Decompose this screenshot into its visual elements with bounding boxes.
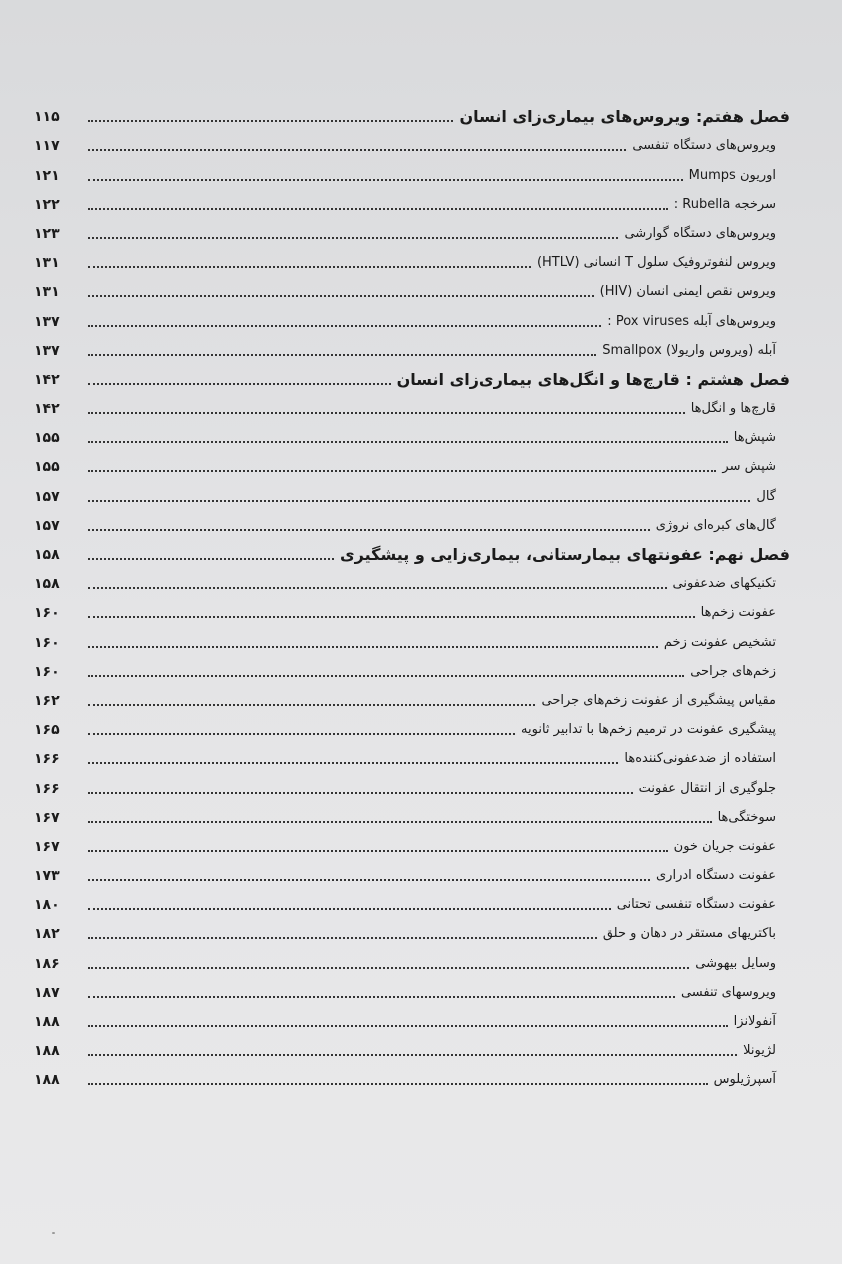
toc-section-entry [34,127,790,156]
toc-section-entry [34,886,790,915]
section-title: سرخجه Rubella : [673,196,776,212]
dot-leader [88,1054,737,1056]
page-number: ۱۶۵ [34,722,60,739]
dot-leader [88,179,683,181]
page-number: ۱۸۰ [34,897,60,914]
section-title: شپش سر [722,459,776,475]
dot-leader [88,441,728,443]
dot-leader [88,412,685,414]
dot-leader [88,266,531,268]
dot-leader [88,354,596,356]
dot-leader [88,996,675,998]
toc-section-entry [34,857,790,886]
section-title: ویروس‌های دستگاه تنفسی [632,138,776,154]
section-title: اوریون Mumps [688,167,776,183]
page-number: ۱۱۷ [34,138,60,155]
dot-leader [88,821,712,823]
chapter-title: فصل نهم: عفونتهای بیمارستانی، بیماری‌زایی و پیشگیری [340,545,790,564]
dot-leader [88,1083,708,1085]
dot-leader [88,646,658,648]
page-number: ۱۱۵ [34,109,60,126]
dot-leader [88,325,601,327]
toc-section-entry [34,623,790,652]
chapter-title: فصل هشتم : قارچ‌ها و انگل‌های بیماری‌زای انسان [396,369,790,389]
toc-section-entry [34,740,790,769]
page-number: ۱۳۷ [34,342,60,359]
dot-leader [88,558,334,560]
section-title: ویروس‌های دستگاه گوارشی [624,225,776,241]
page-number: ۱۶۰ [34,663,60,680]
dot-leader [88,908,611,910]
page-number: ۱۶۷ [34,809,60,826]
toc-section-entry [34,448,790,477]
toc-chapter-entry [34,98,790,127]
page-number: ۱۸۸ [34,1072,60,1089]
section-title: تکنیکهای ضدعفونی [672,576,776,592]
page-number: ۱۵۸ [34,547,60,563]
section-title: شپش‌ها [733,430,776,446]
page-number: ۱۶۰ [34,634,60,651]
toc-section-entry [34,653,790,682]
toc-section-entry [34,974,790,1003]
dot-leader [88,1025,728,1027]
page-number: ۱۵۷ [34,517,60,534]
page-number: ۱۳۱ [34,284,60,301]
dot-leader [88,295,594,297]
page-number: ۱۲۱ [34,167,60,184]
toc-section-entry [34,828,790,857]
section-title: گال‌های کبره‌ای نروژی [655,517,776,533]
dot-leader [88,616,695,618]
page-number: ۱۵۵ [34,430,60,447]
section-title: استفاده از ضدعفونی‌کننده‌ها [624,751,776,767]
dot-leader [88,850,668,852]
page-number: ۱۸۸ [34,1014,60,1030]
toc-section-entry [34,273,790,302]
table-of-contents [34,98,790,1090]
dot-leader [88,675,684,677]
section-title: لژیونلا [743,1043,776,1059]
dot-leader [88,237,618,239]
dot-leader [88,149,626,151]
dot-leader [88,120,453,122]
toc-section-entry [34,1032,790,1061]
toc-section-entry [34,769,790,798]
page-number: ۱۶۶ [34,751,60,768]
dot-leader [88,500,750,502]
page-number: ۱۸۲ [34,926,60,943]
section-title: زخم‌های جراحی [690,663,776,679]
toc-section-entry [34,332,790,361]
section-title: ویروسهای تنفسی [680,984,776,1000]
page-number: ۱۸۷ [34,984,60,1001]
toc-section-entry [34,1061,790,1090]
section-title: سوختگی‌ها [717,809,776,825]
toc-section-entry [34,302,790,331]
section-title: عفونت زخم‌ها [700,605,776,621]
page-number: ۱۵۵ [34,459,60,476]
page-number: ۱۶۶ [34,780,60,797]
dot-leader [88,792,633,794]
page-number: ۱۸۸ [34,1043,60,1060]
dot-leader [88,879,650,881]
toc-section-entry [34,711,790,740]
paper-speck [52,1232,55,1234]
page-number: ۱۳۷ [34,313,60,330]
toc-section-entry [34,477,790,506]
toc-section-entry [34,1003,790,1032]
section-title: آبله (ویروس واریولا) Smallpox [602,342,776,358]
page-number: ۱۴۲ [34,371,60,388]
section-title: قارچ‌ها و انگل‌ها [690,401,776,417]
page-number: ۱۷۳ [34,868,60,885]
page-number: ۱۳۱ [34,255,60,272]
toc-section-entry [34,594,790,623]
section-title: عفونت جریان خون [673,838,776,854]
page-number: ۱۶۰ [34,605,60,622]
dot-leader [88,587,667,589]
section-title: ویروس نقص ایمنی انسان (HIV) [599,284,776,300]
toc-section-entry [34,419,790,448]
section-title: جلوگیری از انتقال عفونت [638,780,776,796]
page-number: ۱۲۲ [34,196,60,213]
toc-section-entry [34,244,790,273]
section-title: باکتریهای مستقر در دهان و حلق [602,926,776,942]
section-title: گال [756,488,776,504]
section-title: عفونت دستگاه ادراری [656,868,776,884]
section-title: وسایل بیهوشی [695,955,776,971]
toc-section-entry [34,186,790,215]
dot-leader [88,470,716,472]
page-number: ۱۴۲ [34,401,60,418]
section-title: آسپرژیلوس [713,1072,776,1088]
section-title: پیشگیری عفونت در ترمیم زخم‌ها با تدابیر ثانویه [521,722,776,738]
dot-leader [88,967,689,969]
toc-chapter-entry [34,536,790,565]
section-title: ویروس‌های آبله Pox viruses : [607,313,776,329]
dot-leader [88,383,391,385]
toc-section-entry [34,156,790,185]
section-title: ویروس لنفوتروفیک سلول T انسانی (HTLV) [536,255,776,271]
toc-section-entry [34,799,790,828]
toc-section-entry [34,507,790,536]
dot-leader [88,762,618,764]
dot-leader [88,937,597,939]
dot-leader [88,208,668,210]
toc-chapter-entry [34,361,790,390]
section-title: مقیاس پیشگیری از عفونت زخم‌های جراحی [541,692,776,708]
toc-section-entry [34,390,790,419]
toc-section-entry [34,915,790,944]
section-title: آنفولانزا [733,1014,776,1029]
page-number: ۱۶۷ [34,838,60,855]
page-number: ۱۲۳ [34,225,60,242]
page-number: ۱۶۲ [34,692,60,709]
toc-section-entry [34,565,790,594]
dot-leader [88,733,515,735]
section-title: عفونت دستگاه تنفسی تحتانی [616,897,776,913]
section-title: تشخیص عفونت زخم [663,634,776,650]
toc-section-entry [34,944,790,973]
chapter-title: فصل هفتم: ویروس‌های بیماری‌زای انسان [459,107,790,127]
toc-section-entry [34,215,790,244]
page-number: ۱۵۷ [34,488,60,505]
dot-leader [88,704,535,706]
page-number: ۱۵۸ [34,576,60,593]
toc-section-entry [34,682,790,711]
dot-leader [88,529,650,531]
page-number: ۱۸۶ [34,955,60,972]
